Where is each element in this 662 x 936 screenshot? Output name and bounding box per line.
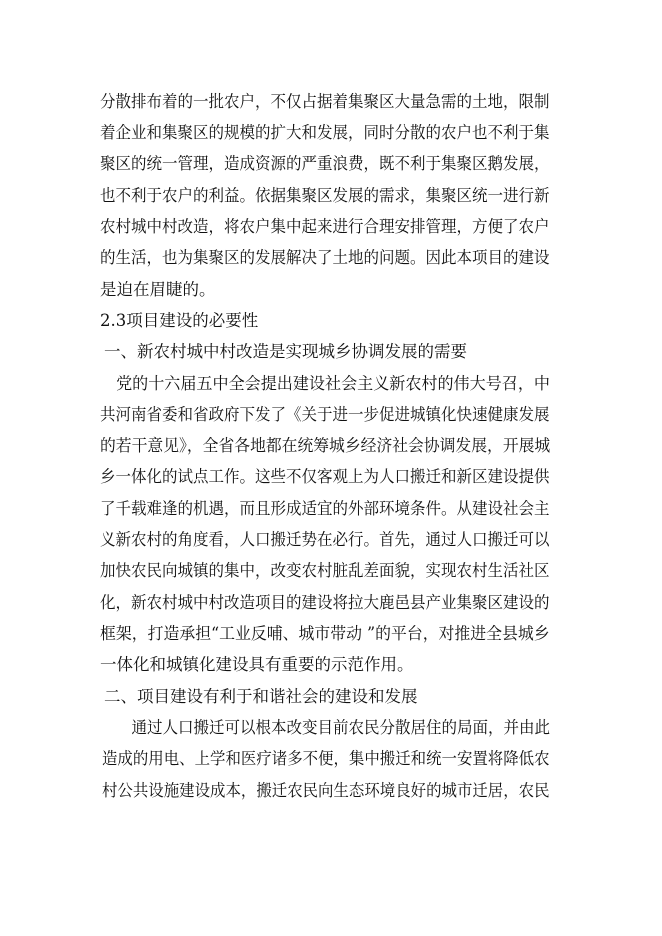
body-text-line: 了千载难逢的机遇，而且形成适宜的外部环境条件。从建设社会主 — [100, 499, 550, 518]
body-text-line: 一体化和城镇化建设具有重要的示范作用。 — [100, 655, 414, 674]
body-text-line: 是迫在眉睫的。 — [100, 280, 216, 299]
body-text-line: 的若干意见》，全省各地都在统筹城乡经济社会协调发展，开展城 — [100, 436, 551, 455]
body-text-line: 着企业和集聚区的规模的扩大和发展，同时分散的农户也不利于集 — [100, 123, 550, 142]
body-text-line: 框架，打造承担“工业反哺、城市带动 ”的平台，对推进全县城乡 — [100, 624, 550, 643]
section-heading: 2.3项目建设的必要性 — [100, 311, 259, 330]
body-text-line: 乡一体化的试点工作。这些不仅客观上为人口搬迁和新区建设提供 — [100, 467, 550, 486]
body-text-line: 造成的用电、上学和医疗诸多不便，集中搬迁和统一安置将降低农 — [102, 749, 550, 768]
body-text-line: 通过人口搬迁可以根本改变目前农民分散居住的局面，并由此 — [116, 718, 551, 737]
body-text-line: 农村城中村改造，将农户集中起来进行合理安排管理，方便了农户 — [100, 217, 550, 236]
body-text-line: 分散排布着的一批农户，不仅占据着集聚区大量急需的土地，限制 — [100, 92, 550, 111]
body-text-line: 的生活，也为集聚区的发展解决了土地的问题。因此本项目的建设 — [100, 248, 550, 267]
body-text-line: 化，新农村城中村改造项目的建设将拉大鹿邑县产业集聚区建设的 — [100, 593, 550, 612]
body-text-line: 也不利于农户的利益。依据集聚区发展的需求，集聚区统一进行新 — [100, 186, 550, 205]
body-text-line: 义新农村的角度看，人口搬迁势在必行。首先，通过人口搬迁可以 — [100, 530, 550, 549]
body-text-line: 加快农民向城镇的集中，改变农村脏乱差面貌，实现农村生活社区 — [100, 561, 550, 580]
body-text-line: 聚区的统一管理，造成资源的严重浪费，既不利于集聚区鹅发展， — [100, 154, 550, 173]
subsection-heading: 一、新农村城中村改造是实现城乡协调发展的需要 — [104, 342, 467, 361]
body-text-line: 党的十六届五中全会提出建设社会主义新农村的伟大号召，中 — [100, 374, 550, 393]
subsection-heading: 二、项目建设有利于和谐社会的建设和发展 — [104, 687, 418, 706]
body-text-line: 共河南省委和省政府下发了《关于进一步促进城镇化快速健康发展 — [100, 405, 550, 424]
body-text-line: 村公共设施建设成本，搬迁农民向生态环境良好的城市迁居，农民 — [102, 781, 550, 800]
